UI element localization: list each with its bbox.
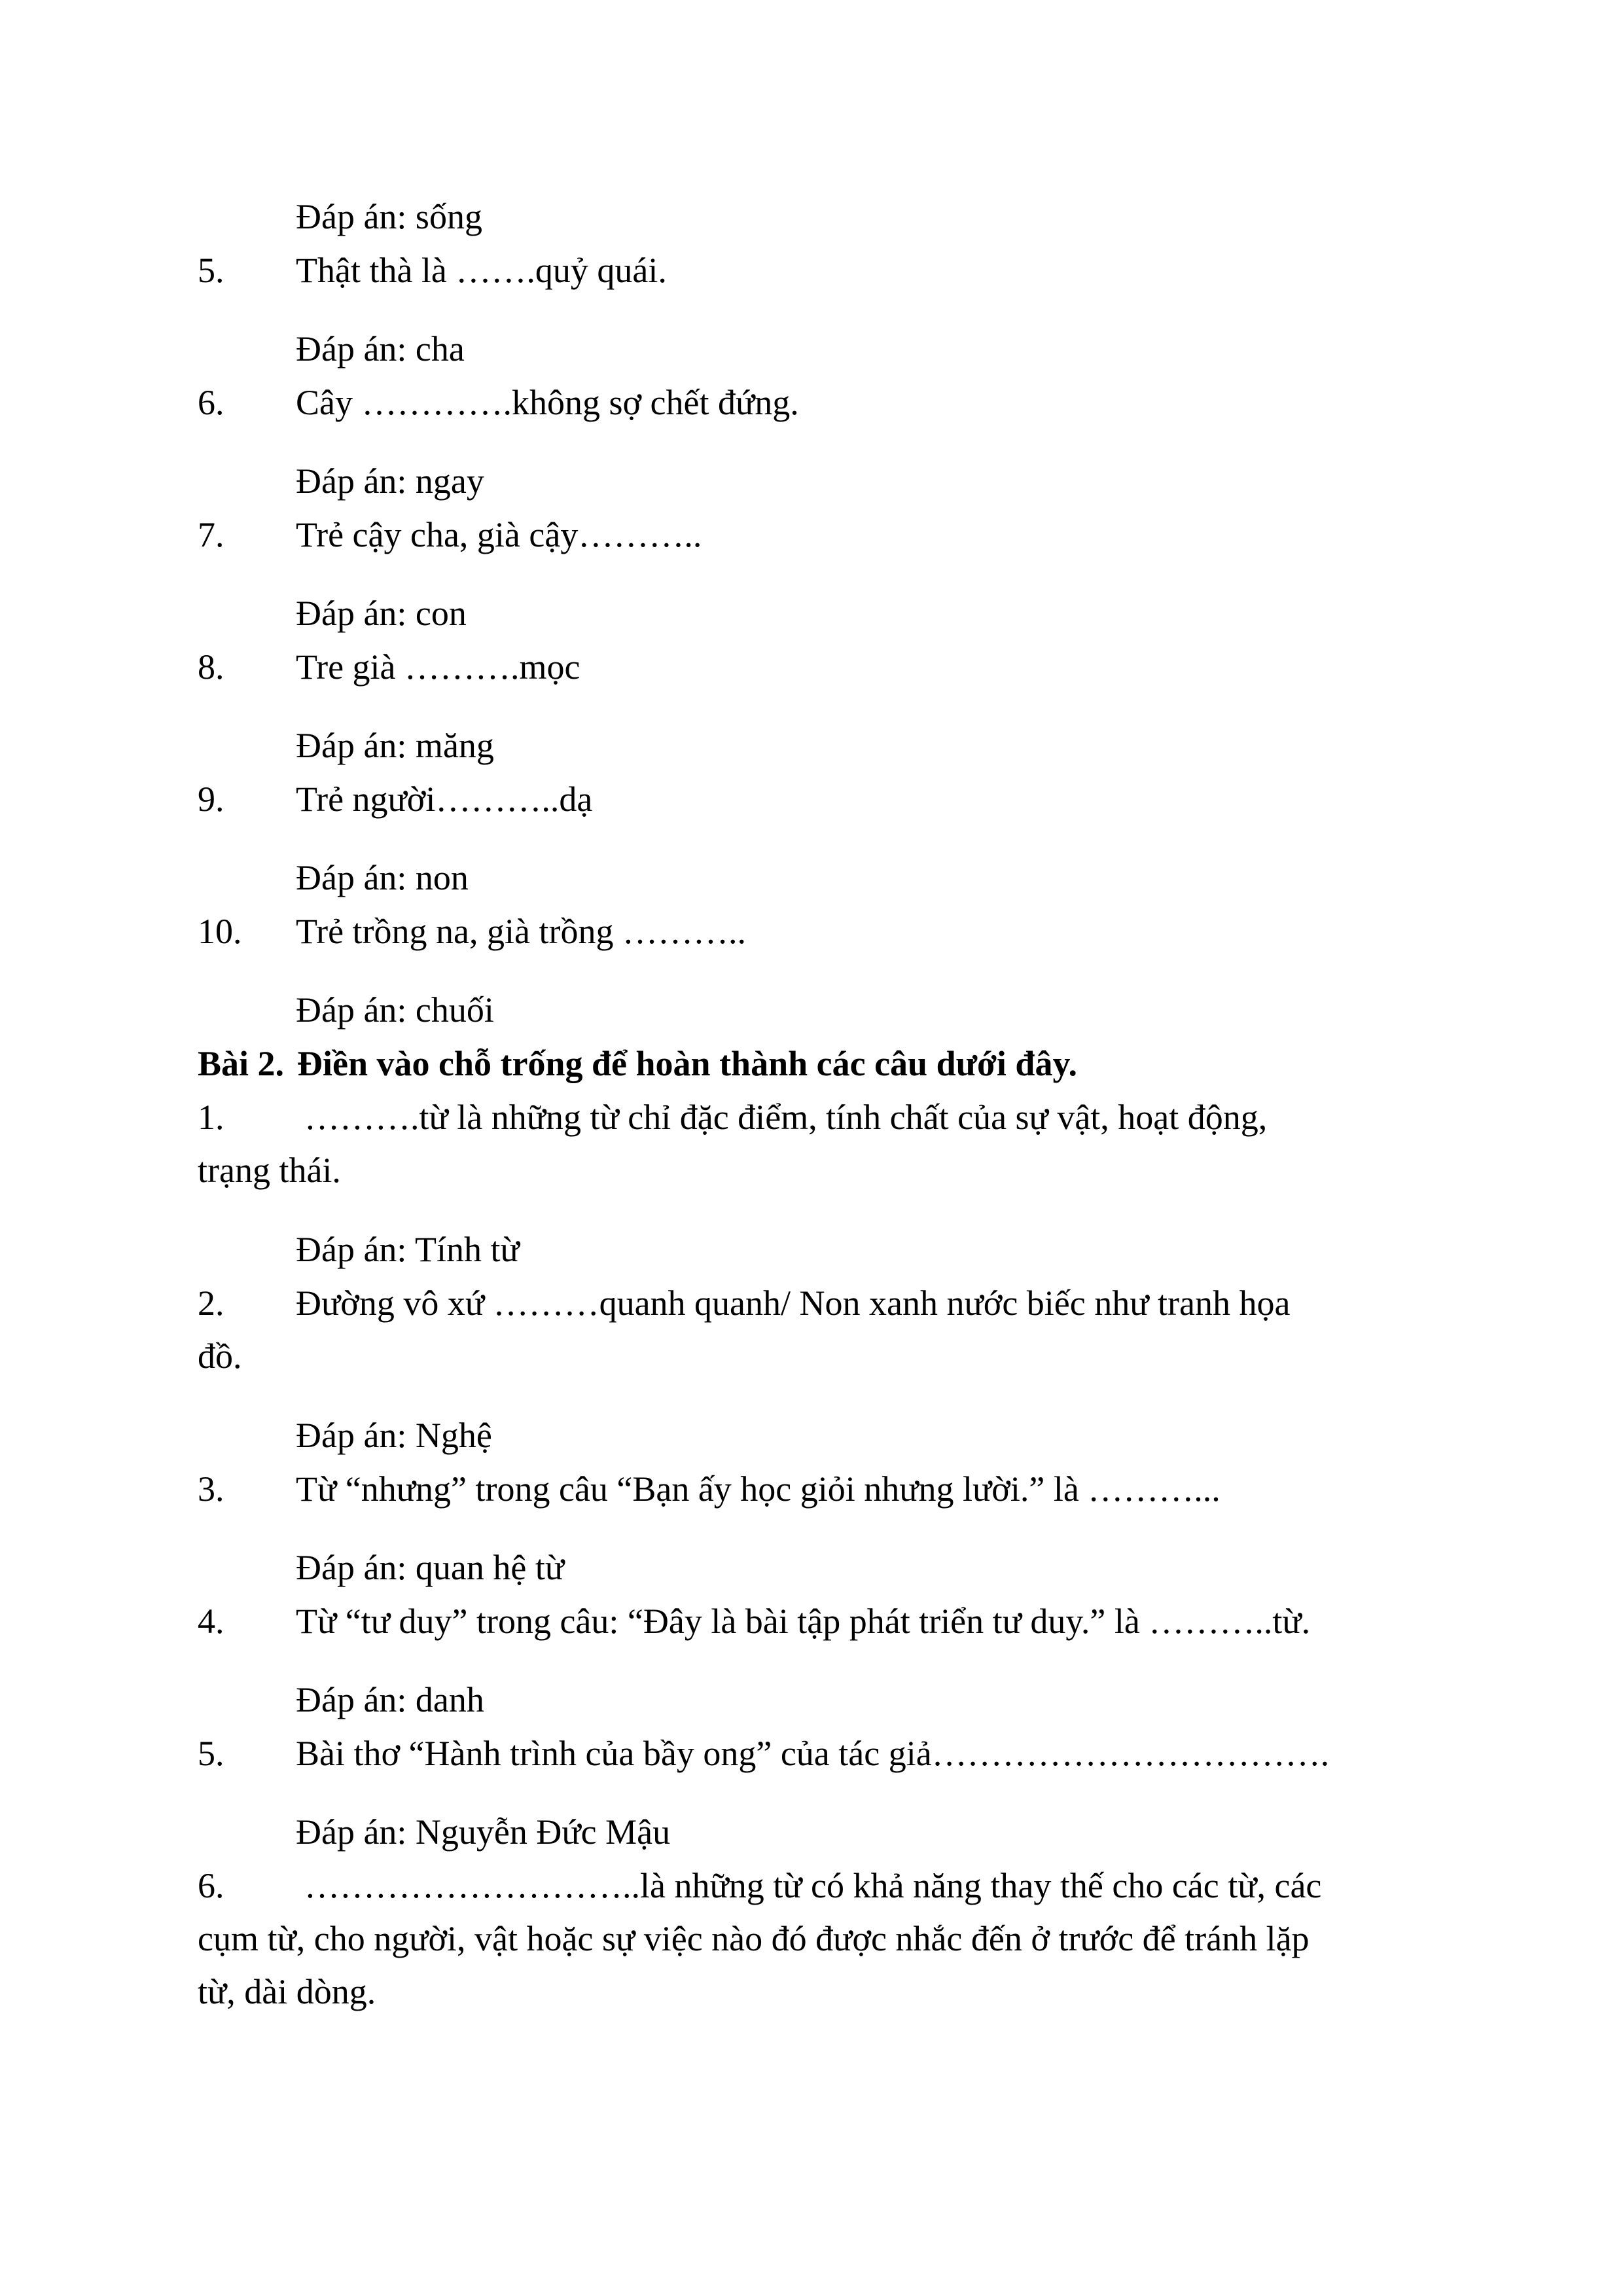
answer-line: Đáp án: danh <box>296 1680 484 1719</box>
item-number: 6. <box>198 383 224 422</box>
section-number: Bài 2. <box>198 1044 285 1083</box>
answer-line: Đáp án: cha <box>296 329 465 368</box>
answer-line: Đáp án: chuối <box>296 990 494 1030</box>
item-number: 5. <box>198 1734 224 1773</box>
answer-line: Đáp án: Nguyễn Đức Mậu <box>296 1812 671 1852</box>
question-text: Tre già ……….mọc <box>296 647 580 687</box>
question-text: Từ “tư duy” trong câu: “Đây là bài tập phát triển tư duy.” là ………..từ. <box>296 1602 1311 1641</box>
item-number: 3. <box>198 1469 224 1509</box>
answer-line: Đáp án: non <box>296 858 469 897</box>
question-text: ………………………..là những từ có khả năng thay thế cho các từ, các <box>304 1866 1322 1905</box>
question-text: Bài thơ “Hành trình của bầy ong” của tác giả……………………………. <box>296 1734 1330 1773</box>
answer-line: Đáp án: Nghệ <box>296 1416 492 1455</box>
section-title: Điền vào chỗ trống để hoàn thành các câu dưới đây. <box>297 1044 1077 1083</box>
item-number: 5. <box>198 251 224 290</box>
question-text: Từ “nhưng” trong câu “Bạn ấy học giỏi nhưng lười.” là ………... <box>296 1469 1221 1509</box>
question-text-continuation: trạng thái. <box>198 1151 341 1190</box>
item-number: 8. <box>198 647 224 687</box>
item-number: 9. <box>198 780 224 819</box>
item-number: 1. <box>198 1098 224 1137</box>
section-heading <box>198 1042 1077 1085</box>
question-text: Cây ………….không sợ chết đứng. <box>296 383 799 422</box>
question-text: ……….từ là những từ chỉ đặc điểm, tính chất của sự vật, hoạt động, <box>304 1098 1268 1137</box>
question-text: Trẻ người………..dạ <box>296 780 593 819</box>
question-text-continuation: cụm từ, cho người, vật hoặc sự việc nào đó được nhắc đến ở trước để tránh lặp <box>198 1919 1310 1958</box>
item-number: 10. <box>198 912 242 951</box>
question-text: Trẻ cậy cha, già cậy……….. <box>296 515 702 554</box>
question-text-continuation: đồ. <box>198 1336 242 1376</box>
item-number: 6. <box>198 1866 224 1905</box>
answer-line: Đáp án: Tính từ <box>296 1230 520 1269</box>
answer-line: Đáp án: con <box>296 594 467 633</box>
item-number: 7. <box>198 515 224 554</box>
answer-line: Đáp án: ngay <box>296 461 484 501</box>
question-text: Đường vô xứ ………quanh quanh/ Non xanh nước biếc như tranh họa <box>296 1283 1291 1323</box>
question-text-continuation: từ, dài dòng. <box>198 1972 376 2011</box>
item-number: 4. <box>198 1602 224 1641</box>
answer-line: Đáp án: sống <box>296 197 482 236</box>
answer-line: Đáp án: măng <box>296 726 494 765</box>
question-text: Trẻ trồng na, già trồng ……….. <box>296 912 746 951</box>
question-text: Thật thà là …….quỷ quái. <box>296 251 667 290</box>
item-number: 2. <box>198 1283 224 1323</box>
answer-line: Đáp án: quan hệ từ <box>296 1548 565 1587</box>
